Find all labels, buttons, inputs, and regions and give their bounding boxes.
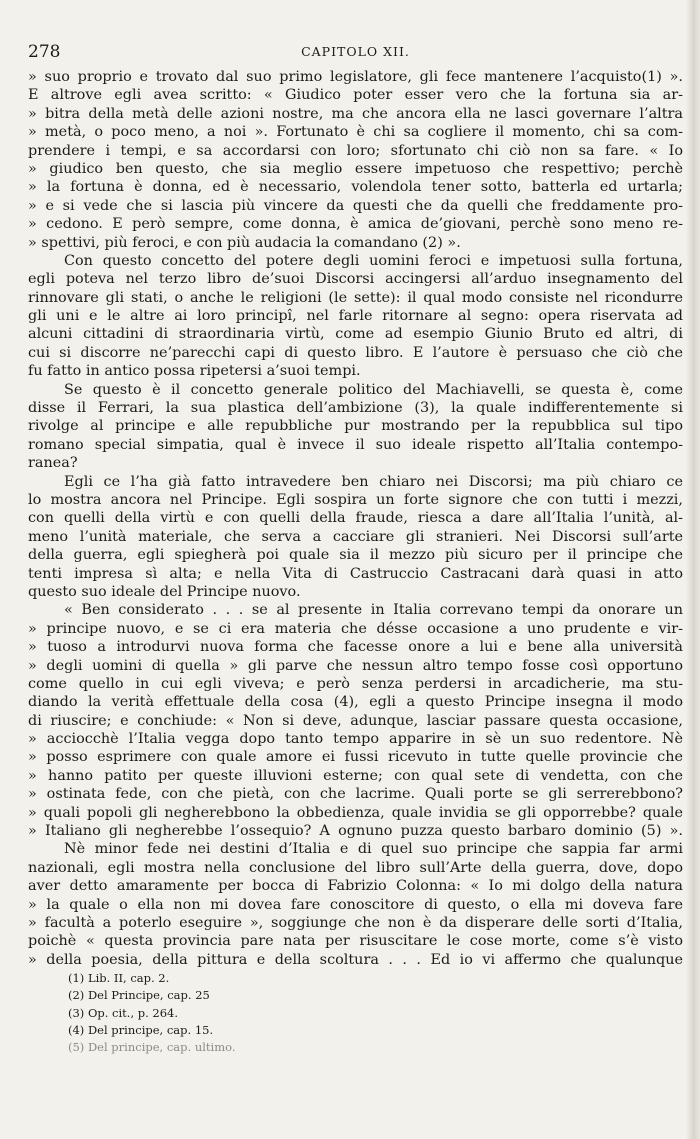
text-line: rinnovare gli stati, o anche le religioni (le sette): il qual modo consiste nel ricondurre: [28, 289, 683, 306]
text-line: Se questo è il concetto generale politico del Machiavelli, se questa è, come: [64, 381, 683, 398]
body-text: [28, 68, 683, 969]
text-line: alcuni cittadini di straordinaria virtù, come ad esempio Giunio Bruto ed altri, di: [28, 326, 683, 343]
text-line: prendere i tempi, e sa accordarsi con loro; sfortunato chi ciò non sa fare. « Io: [28, 142, 683, 159]
text-line: » cedono. E però sempre, come donna, è amica de’giovani, perchè sono meno re-: [28, 216, 683, 233]
text-line: questo suo ideale del Principe nuovo.: [28, 583, 301, 600]
text-line: Nè minor fede nei destini d’Italia e di quel suo principe che sappia far armi: [64, 841, 683, 858]
text-line: » la quale o ella non mi dovea fare conoscitore di questo, o ella mi doveva fare: [28, 896, 683, 913]
text-line: cui si discorre ne’parecchi capi di questo libro. E l’autore è persuaso che ciò che: [28, 344, 683, 361]
text-line: » facultà a poterlo eseguire », soggiunge che non è da disperare delle sorti d’Italia,: [28, 914, 683, 931]
text-line: nazionali, egli mostra nella conclusione del libro sull’Arte della guerra, dove, dopo: [28, 859, 683, 876]
text-line: » quali popoli gli negherebbono la obbedienza, quale invidia se gli opporrebbe? quale: [28, 804, 683, 821]
text-line: ranea?: [28, 455, 78, 472]
text-line: gli uni e le altre ai loro principî, nel farle ritornare al segno: opera riservata ad: [28, 308, 683, 325]
page-edge-shadow: [686, 0, 700, 1139]
text-line: aver detto amaramente per bocca di Fabrizio Colonna: « Io mi dolgo della natura: [28, 878, 683, 895]
text-line: » ostinata fede, con che pietà, con che lacrime. Quali porte se gli serrerebbono?: [28, 786, 683, 803]
text-line: rivolge al principe e alle repubbliche pur mostrando per la repubblica sul tipo: [28, 418, 683, 435]
text-line: meno l’unità materiale, che serva a cacciare gli stranieri. Nei Discorsi sull’arte: [28, 528, 683, 545]
text-line: » e si vede che si lascia più vincere da questi che da quelli che freddamente pro-: [28, 197, 683, 214]
text-line: » hanno patito per queste illuvioni esterne; con qual sete di vendetta, con che: [28, 767, 683, 784]
text-line: » Italiano gli negherebbe l’ossequio? A ognuno puzza questo barbaro dominio (5) ».: [28, 823, 683, 840]
text-line: » della poesia, della pittura e della scoltura . . . Ed io vi affermo che qualunque: [28, 951, 683, 968]
text-line: » acciocchè l’Italia vegga dopo tanto tempo apparire in sè un suo redentore. Nè: [28, 731, 683, 748]
text-line: » degli uomini di quella » gli parve che nessun altro tempo fosse così opportuno: [28, 657, 683, 674]
text-line: tenti impresa sì alta; e nella Vita di Castruccio Castracani darà quasi in atto: [28, 565, 683, 582]
text-line: » bitra della metà delle azioni nostre, ma che ancora ella ne lasci governare l’altra: [28, 105, 683, 122]
page-header: [28, 42, 683, 64]
footnotes: [68, 970, 568, 1056]
text-line: » posso esprimere con quale amore ei fussi ricevuto in tutte quelle provincie che: [28, 749, 683, 766]
text-line: romano special simpatia, qual è invece il suo ideale rispetto all’Italia contempo-: [28, 436, 683, 453]
text-line: E altrove egli avea scritto: « Giudico poter esser vero che la fortuna sia ar-: [28, 87, 683, 104]
text-line: di riuscire; e conchiude: « Non si deve, adunque, lasciar passare questa occasione,: [28, 712, 683, 729]
text-line: « Ben considerato . . . se al presente in Italia correvano tempi da onorare un: [64, 602, 683, 619]
footnote: (4) Del principe, cap. 15.: [68, 1022, 214, 1037]
page-number: 278: [28, 42, 61, 62]
text-line: » principe nuovo, e se ci era materia che désse occasione a uno prudente e vir-: [28, 620, 683, 637]
text-line: della guerra, egli spiegherà poi quale sia il mezzo più sicuro per il principe che: [28, 547, 683, 564]
text-line: lo mostra ancora nel Principe. Egli sospira un forte signore che con tutti i mezzi,: [28, 491, 683, 508]
text-line: » giudico ben questo, che sia meglio essere impetuoso che respettivo; perchè: [28, 160, 683, 177]
text-line: diando la verità effettuale della cosa (4), egli a questo Principe insegna il modo: [28, 694, 683, 711]
text-line: poichè « questa provincia pare nata per risuscitare le cose morte, come s’è visto: [28, 933, 683, 950]
text-line: come quello in cui egli viveva; e però senza perdersi in arcadicherie, ma stu-: [28, 675, 683, 692]
footnote: (1) Lib. II, cap. 2.: [68, 971, 170, 985]
footnote: (5) Del principe, cap. ultimo.: [68, 1040, 236, 1055]
text-line: » tuoso a introdurvi nuova forma che facesse onore a lui e bene alla università: [28, 639, 683, 656]
text-line: » la fortuna è donna, ed è necessario, volendola tener sotto, batterla ed urtarla;: [28, 179, 683, 196]
footnote: (2) Del Principe, cap. 25: [68, 988, 210, 1003]
text-line: » metà, o poco meno, a noi ». Fortunato è chi sa cogliere il momento, chi sa com-: [28, 124, 683, 141]
text-line: fu fatto in antico possa ripetersi a’suoi tempi.: [28, 363, 361, 380]
footnote: (3) Op. cit., p. 264.: [68, 1005, 179, 1020]
text-line: » suo proprio e trovato dal suo primo legislatore, gli fece mantenere l’acquisto(1) ».: [28, 69, 683, 85]
text-line: con quelli della virtù e con quelli della fraude, riesca a dare all’Italia l’unità, al-: [28, 510, 683, 527]
text-line: disse il Ferrari, la sua plastica dell’ambizione (3), la quale indifferentemente si: [28, 400, 683, 417]
text-line: egli poteva nel terzo libro de’suoi Discorsi accingersi all’arduo insegnamento del: [28, 271, 683, 288]
running-head: CAPITOLO XII.: [301, 44, 410, 59]
text-line: » spettivi, più feroci, e con più audacia la comandano (2) ».: [28, 234, 461, 251]
text-line: Con questo concetto del potere degli uomini feroci e impetuosi sulla fortuna,: [64, 252, 683, 269]
text-line: Egli ce l’ha già fatto intravedere ben chiaro nei Discorsi; ma più chiaro ce: [64, 473, 683, 490]
